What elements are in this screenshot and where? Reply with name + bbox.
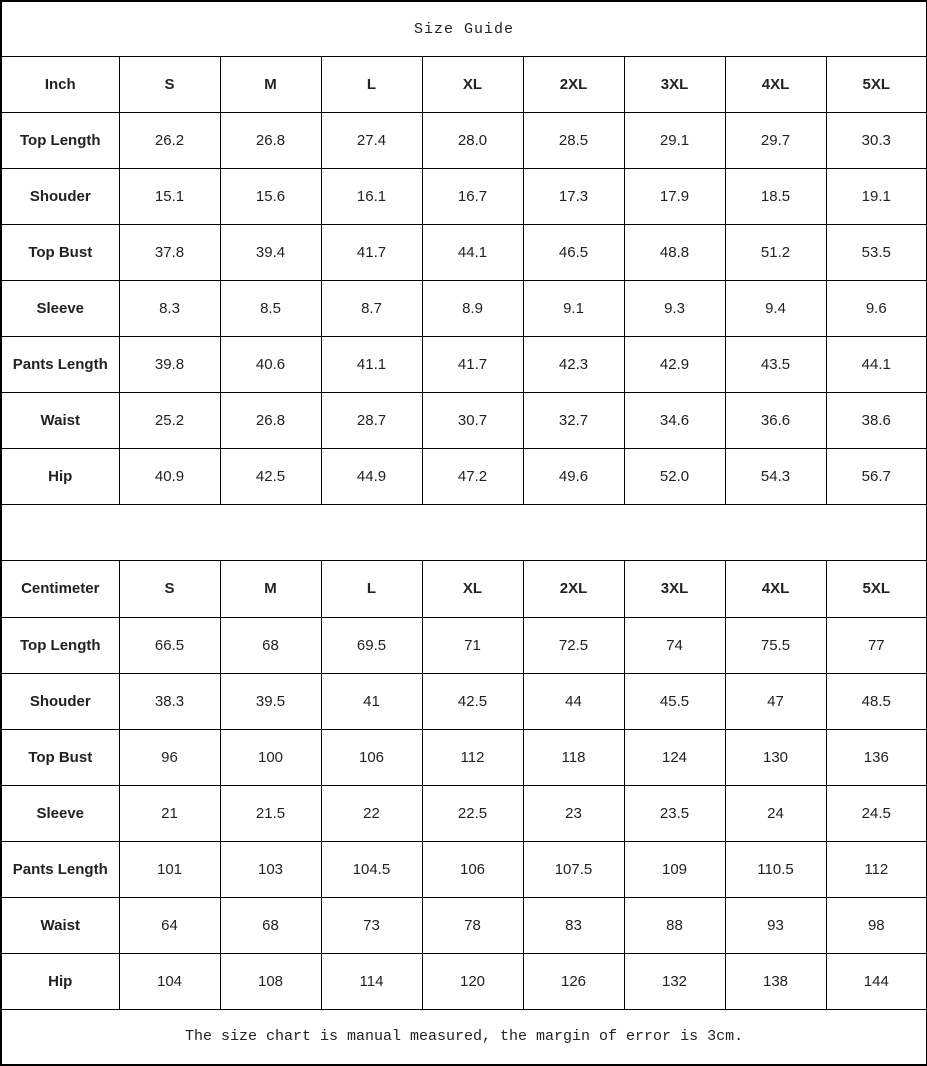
size-value-cell: 42.9 — [624, 337, 725, 393]
size-value-cell: 24 — [725, 785, 826, 841]
size-value-cell: 26.8 — [220, 113, 321, 169]
row-label: Top Bust — [1, 225, 119, 281]
size-value-cell: 16.7 — [422, 169, 523, 225]
row-label: Shouder — [1, 169, 119, 225]
size-column-header: 4XL — [725, 561, 826, 617]
size-column-header: 3XL — [624, 57, 725, 113]
size-value-cell: 108 — [220, 953, 321, 1009]
size-column-header: 5XL — [826, 57, 927, 113]
size-column-header: 3XL — [624, 561, 725, 617]
size-column-header: L — [321, 561, 422, 617]
size-value-cell: 96 — [119, 729, 220, 785]
size-value-cell: 47 — [725, 673, 826, 729]
table-row — [1, 673, 927, 729]
size-column-header: 2XL — [523, 57, 624, 113]
size-column-header: S — [119, 57, 220, 113]
size-column-header: XL — [422, 561, 523, 617]
size-value-cell: 136 — [826, 729, 927, 785]
row-label: Waist — [1, 897, 119, 953]
title-row — [1, 1, 927, 57]
size-value-cell: 56.7 — [826, 449, 927, 505]
size-value-cell: 72.5 — [523, 617, 624, 673]
table-row-header-inch — [1, 57, 927, 113]
size-value-cell: 83 — [523, 897, 624, 953]
size-column-header: M — [220, 57, 321, 113]
size-value-cell: 8.9 — [422, 281, 523, 337]
unit-header: Centimeter — [1, 561, 119, 617]
size-value-cell: 37.8 — [119, 225, 220, 281]
footer-row — [1, 1009, 927, 1065]
table-spacer-row — [1, 505, 927, 561]
size-value-cell: 54.3 — [725, 449, 826, 505]
size-value-cell: 8.5 — [220, 281, 321, 337]
size-value-cell: 75.5 — [725, 617, 826, 673]
size-value-cell: 45.5 — [624, 673, 725, 729]
size-column-header: 2XL — [523, 561, 624, 617]
row-label: Top Bust — [1, 729, 119, 785]
size-value-cell: 40.9 — [119, 449, 220, 505]
size-value-cell: 41.7 — [422, 337, 523, 393]
size-value-cell: 69.5 — [321, 617, 422, 673]
size-value-cell: 120 — [422, 953, 523, 1009]
size-value-cell: 98 — [826, 897, 927, 953]
table-row — [1, 393, 927, 449]
size-value-cell: 40.6 — [220, 337, 321, 393]
size-value-cell: 68 — [220, 897, 321, 953]
table-row-header-centimeter — [1, 561, 927, 617]
size-value-cell: 19.1 — [826, 169, 927, 225]
size-value-cell: 17.9 — [624, 169, 725, 225]
table-row — [1, 113, 927, 169]
size-value-cell: 106 — [321, 729, 422, 785]
size-value-cell: 29.1 — [624, 113, 725, 169]
size-value-cell: 41.7 — [321, 225, 422, 281]
size-value-cell: 24.5 — [826, 785, 927, 841]
row-label: Sleeve — [1, 785, 119, 841]
size-value-cell: 109 — [624, 841, 725, 897]
size-value-cell: 66.5 — [119, 617, 220, 673]
size-value-cell: 77 — [826, 617, 927, 673]
size-value-cell: 74 — [624, 617, 725, 673]
size-value-cell: 112 — [422, 729, 523, 785]
size-value-cell: 104 — [119, 953, 220, 1009]
size-value-cell: 38.6 — [826, 393, 927, 449]
size-value-cell: 107.5 — [523, 841, 624, 897]
size-value-cell: 22 — [321, 785, 422, 841]
size-value-cell: 48.5 — [826, 673, 927, 729]
size-value-cell: 118 — [523, 729, 624, 785]
size-value-cell: 68 — [220, 617, 321, 673]
size-value-cell: 46.5 — [523, 225, 624, 281]
table-row — [1, 449, 927, 505]
size-value-cell: 44 — [523, 673, 624, 729]
size-value-cell: 22.5 — [422, 785, 523, 841]
size-value-cell: 144 — [826, 953, 927, 1009]
size-value-cell: 78 — [422, 897, 523, 953]
size-value-cell: 64 — [119, 897, 220, 953]
size-value-cell: 132 — [624, 953, 725, 1009]
size-value-cell: 15.6 — [220, 169, 321, 225]
size-value-cell: 44.1 — [826, 337, 927, 393]
size-column-header: 4XL — [725, 57, 826, 113]
table-row — [1, 729, 927, 785]
size-value-cell: 93 — [725, 897, 826, 953]
size-value-cell: 42.5 — [422, 673, 523, 729]
size-value-cell: 114 — [321, 953, 422, 1009]
row-label: Waist — [1, 393, 119, 449]
size-value-cell: 29.7 — [725, 113, 826, 169]
size-value-cell: 9.4 — [725, 281, 826, 337]
size-value-cell: 138 — [725, 953, 826, 1009]
size-column-header: M — [220, 561, 321, 617]
size-column-header: 5XL — [826, 561, 927, 617]
size-value-cell: 25.2 — [119, 393, 220, 449]
size-value-cell: 48.8 — [624, 225, 725, 281]
table-row — [1, 617, 927, 673]
size-value-cell: 106 — [422, 841, 523, 897]
size-column-header: S — [119, 561, 220, 617]
table-row — [1, 785, 927, 841]
size-value-cell: 27.4 — [321, 113, 422, 169]
size-value-cell: 51.2 — [725, 225, 826, 281]
size-value-cell: 101 — [119, 841, 220, 897]
size-value-cell: 100 — [220, 729, 321, 785]
table-row — [1, 225, 927, 281]
row-label: Pants Length — [1, 841, 119, 897]
table-row — [1, 953, 927, 1009]
size-value-cell: 30.3 — [826, 113, 927, 169]
size-value-cell: 104.5 — [321, 841, 422, 897]
spacer-cell — [1, 505, 927, 561]
table-row — [1, 337, 927, 393]
page-title: Size Guide — [1, 1, 927, 57]
size-value-cell: 47.2 — [422, 449, 523, 505]
size-value-cell: 23 — [523, 785, 624, 841]
size-value-cell: 112 — [826, 841, 927, 897]
table-row — [1, 169, 927, 225]
size-value-cell: 32.7 — [523, 393, 624, 449]
footer-note: The size chart is manual measured, the margin of error is 3cm. — [1, 1009, 927, 1065]
size-value-cell: 88 — [624, 897, 725, 953]
table-row — [1, 897, 927, 953]
size-value-cell: 8.3 — [119, 281, 220, 337]
row-label: Sleeve — [1, 281, 119, 337]
size-value-cell: 28.7 — [321, 393, 422, 449]
row-label: Shouder — [1, 673, 119, 729]
size-value-cell: 34.6 — [624, 393, 725, 449]
size-value-cell: 18.5 — [725, 169, 826, 225]
size-value-cell: 103 — [220, 841, 321, 897]
size-value-cell: 23.5 — [624, 785, 725, 841]
size-value-cell: 28.5 — [523, 113, 624, 169]
size-value-cell: 52.0 — [624, 449, 725, 505]
size-value-cell: 9.3 — [624, 281, 725, 337]
size-value-cell: 41 — [321, 673, 422, 729]
size-value-cell: 126 — [523, 953, 624, 1009]
size-value-cell: 39.4 — [220, 225, 321, 281]
size-column-header: L — [321, 57, 422, 113]
size-value-cell: 21 — [119, 785, 220, 841]
size-value-cell: 36.6 — [725, 393, 826, 449]
size-value-cell: 39.8 — [119, 337, 220, 393]
row-label: Pants Length — [1, 337, 119, 393]
row-label: Hip — [1, 953, 119, 1009]
table-row — [1, 841, 927, 897]
size-value-cell: 16.1 — [321, 169, 422, 225]
size-value-cell: 49.6 — [523, 449, 624, 505]
row-label: Top Length — [1, 617, 119, 673]
size-value-cell: 71 — [422, 617, 523, 673]
size-value-cell: 26.8 — [220, 393, 321, 449]
size-value-cell: 15.1 — [119, 169, 220, 225]
table-row — [1, 281, 927, 337]
unit-header: Inch — [1, 57, 119, 113]
size-value-cell: 8.7 — [321, 281, 422, 337]
size-value-cell: 28.0 — [422, 113, 523, 169]
size-column-header: XL — [422, 57, 523, 113]
size-value-cell: 44.1 — [422, 225, 523, 281]
size-value-cell: 42.3 — [523, 337, 624, 393]
size-value-cell: 21.5 — [220, 785, 321, 841]
row-label: Top Length — [1, 113, 119, 169]
size-value-cell: 38.3 — [119, 673, 220, 729]
size-value-cell: 43.5 — [725, 337, 826, 393]
size-value-cell: 124 — [624, 729, 725, 785]
size-value-cell: 26.2 — [119, 113, 220, 169]
size-value-cell: 42.5 — [220, 449, 321, 505]
size-value-cell: 9.6 — [826, 281, 927, 337]
size-value-cell: 130 — [725, 729, 826, 785]
size-value-cell: 39.5 — [220, 673, 321, 729]
row-label: Hip — [1, 449, 119, 505]
size-value-cell: 9.1 — [523, 281, 624, 337]
size-value-cell: 30.7 — [422, 393, 523, 449]
size-value-cell: 53.5 — [826, 225, 927, 281]
size-value-cell: 44.9 — [321, 449, 422, 505]
size-value-cell: 41.1 — [321, 337, 422, 393]
size-value-cell: 110.5 — [725, 841, 826, 897]
size-value-cell: 17.3 — [523, 169, 624, 225]
size-value-cell: 73 — [321, 897, 422, 953]
